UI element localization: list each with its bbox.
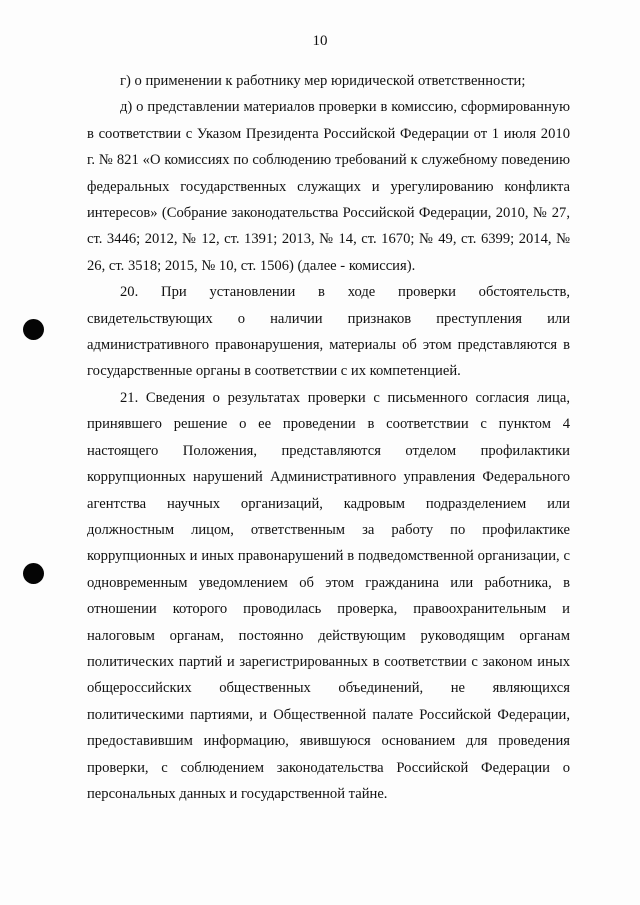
paragraph-item-d: д) о представлении материалов проверки в комиссию, сформированную в соответствии с Указом Президента Российской Федерации от 1 июля 2010 г. № 821 «О комиссиях по соблюдению требований к служебному поведению федеральных государственных служащих и урегулированию конфликта интересов» (Собрание законодательства Российской Федерации, 2010, № 27, ст. 3446; 2012, № 12, ст. 1391; 2013, № 14, ст. 1670; № 49, ст. 6399; 2014, № 26, ст. 3518; 2015, № 10, ст. 1506) (далее - комиссия). [87, 99, 570, 274]
punch-hole-mark [23, 563, 44, 584]
page-number: 10 [312, 33, 328, 49]
paragraph-item-g: г) о применении к работнику мер юридической ответственности; [120, 73, 526, 89]
document-body [87, 68, 570, 807]
paragraph-clause-20: 20. При установлении в ходе проверки обстоятельств, свидетельствующих о наличии признаков преступления или административного правонарушения, материалы об этом представляются в государственные органы в соответствии с их компетенцией. [87, 284, 570, 380]
paragraph-clause-21: 21. Сведения о результатах проверки с письменного согласия лица, принявшего решение о ее проведении в соответствии с пунктом 4 настоящего Положения, представляются отделом профилактики коррупционных нарушений Административного управления Федерального агентства научных организаций, кадровым подразделением или должностным лицом, ответственным за работу по профилактике коррупционных и иных правонарушений в подведомственной организации, с одновременным уведомлением об этом гражданина или работника, в отношении которого проводилась проверка, правоохранительным и налоговым органам, постоянно действующим руководящим органам политических партий и зарегистрированных в соответствии с законом иных общероссийских общественных объединений, не являющихся политическими партиями, и Общественной палате Российской Федерации, предоставившим информацию, явившуюся основанием для проведения проверки, с соблюдением законодательства Российской Федерации о персональных данных и государственной тайне. [87, 389, 570, 802]
punch-hole-mark [23, 319, 44, 340]
